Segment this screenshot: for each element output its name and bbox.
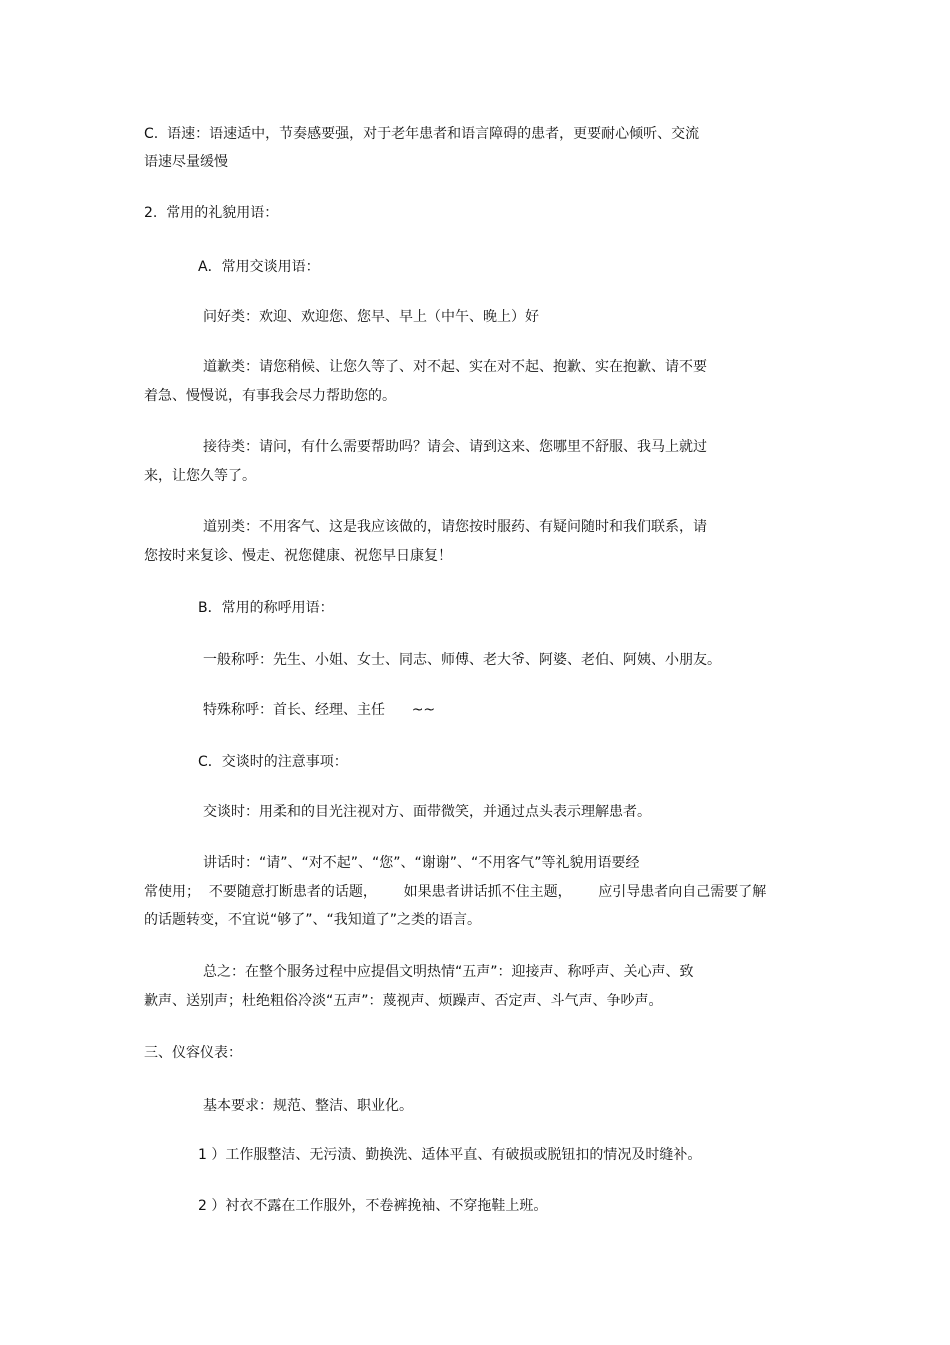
subsection-heading: A．常用交谈用语： [198, 259, 320, 275]
text-line: 常使用； 不要随意打断患者的话题， 如果患者讲话抓不住主题， 应引导患者向自己需要了解 [144, 884, 767, 900]
text-line: C. 语速：语速适中，节奏感要强，对于老年患者和语言障碍的患者，更要耐心倾听、交流 [144, 126, 700, 142]
text-line: 一般称呼：先生、小姐、女士、同志、师傅、老大爷、阿婆、老伯、阿姨、小朋友。 [203, 652, 721, 668]
text-line: 歉声、送别声；杜绝粗俗冷淡“五声”：蔑视声、烦躁声、否定声、斗气声、争吵声。 [144, 993, 663, 1009]
text-line: 您按时来复诊、慢走、祝您健康、祝您早日康复！ [144, 548, 452, 564]
text-line: 特殊称呼：首长、经理、主任 ~~ [203, 702, 436, 718]
section-heading: 2. 常用的礼貌用语： [144, 205, 279, 221]
text-line: 交谈时：用柔和的目光注视对方、面带微笑，并通过点头表示理解患者。 [203, 804, 651, 820]
text-line: 来，让您久等了。 [144, 468, 256, 484]
text-line: 总之：在整个服务过程中应提倡文明热情“五声”：迎接声、称呼声、关心声、致 [203, 964, 694, 980]
text-line: 的话题转变，不宜说“够了”、“我知道了”之类的语言。 [144, 912, 482, 928]
text-line: 道别类：不用客气、这是我应该做的，请您按时服药、有疑问随时和我们联系，请 [203, 519, 707, 535]
list-item: 1 ）工作服整洁、无污渍、勤换洗、适体平直、有破损或脱钮扣的情况及时缝补。 [198, 1147, 702, 1163]
text-line: 道歉类：请您稍候、让您久等了、对不起、实在对不起、抱歉、实在抱歉、请不要 [203, 359, 707, 375]
text-line: 接待类：请问，有什么需要帮助吗？请会、请到这来、您哪里不舒服、我马上就过 [203, 439, 707, 455]
text-line: 语速尽量缓慢 [144, 154, 228, 170]
section-heading: 三、仪容仪表： [144, 1045, 242, 1061]
subsection-heading: B．常用的称呼用语： [198, 600, 334, 616]
subsection-heading: C．交谈时的注意事项： [198, 754, 348, 770]
text-line: 讲话时：“请”、“对不起”、“您”、“谢谢”、“不用客气”等礼貌用语要经 [203, 855, 640, 871]
text-line: 着急、慢慢说，有事我会尽力帮助您的。 [144, 388, 396, 404]
list-item: 2 ）衬衣不露在工作服外，不卷裤挽袖、不穿拖鞋上班。 [198, 1198, 548, 1214]
text-line: 问好类：欢迎、欢迎您、您早、早上（中午、晚上）好 [203, 309, 539, 325]
text-line: 基本要求：规范、整洁、职业化。 [203, 1098, 413, 1114]
